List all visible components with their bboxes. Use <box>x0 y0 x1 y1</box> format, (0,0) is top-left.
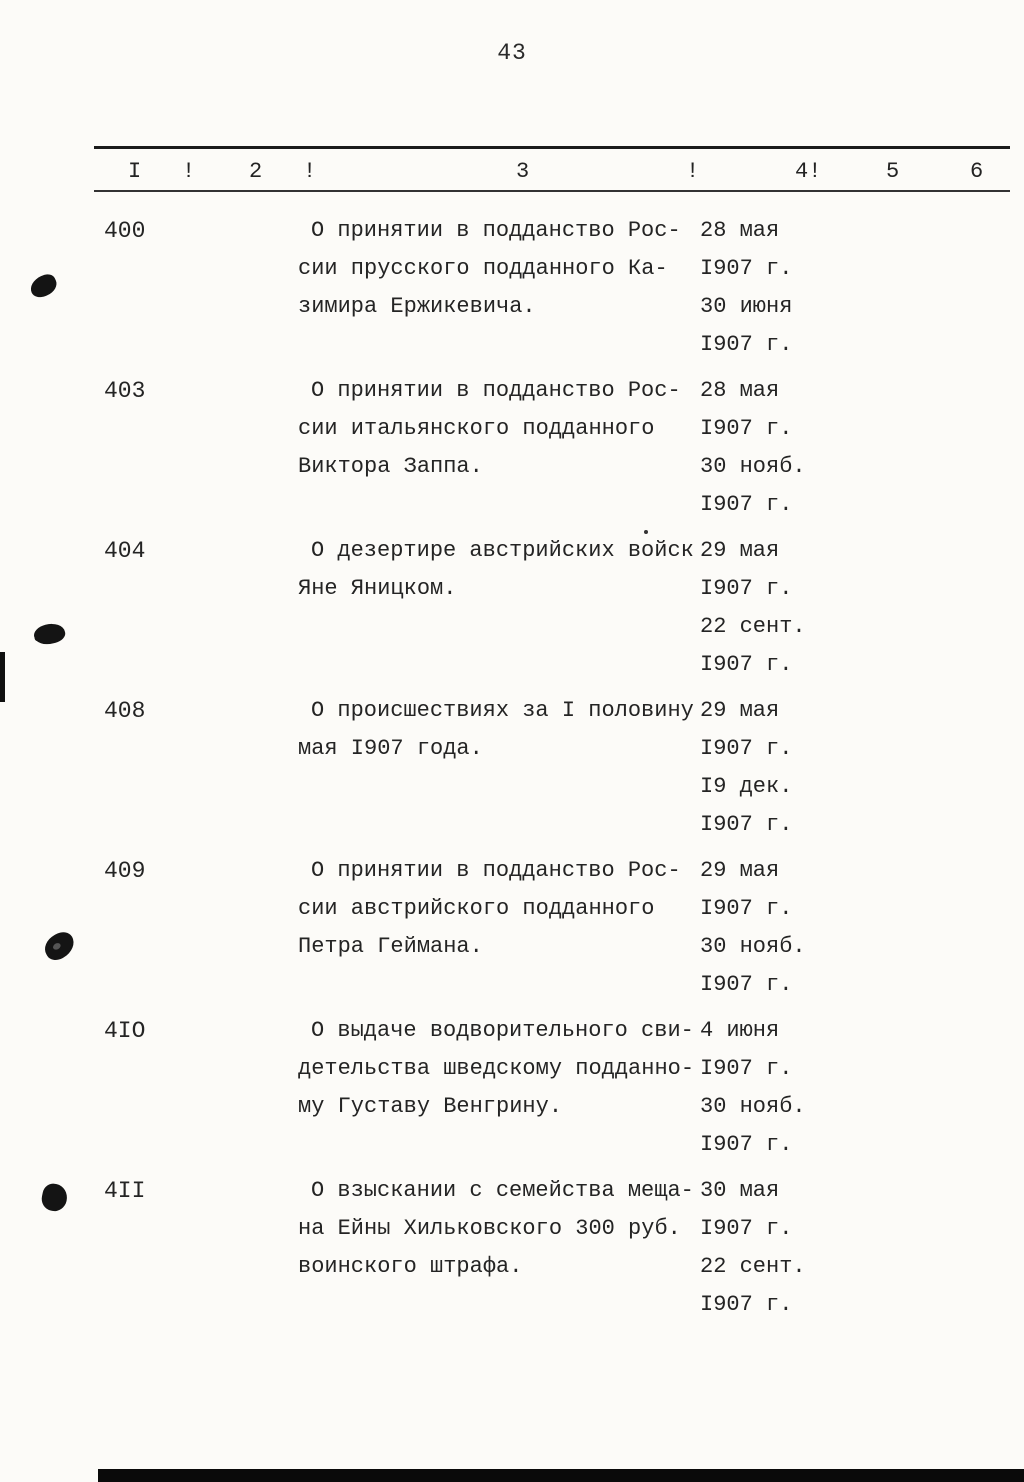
date-line: I907 г. <box>700 576 793 601</box>
column-separator: ! <box>303 159 317 184</box>
date-line: I907 г. <box>700 1292 793 1317</box>
date-line: 30 нояб. <box>700 1094 806 1119</box>
case-description <box>298 532 710 646</box>
description-line: сии австрийского подданного <box>298 896 655 921</box>
date-line: I907 г. <box>700 896 793 921</box>
case-number: 4II <box>104 1178 146 1204</box>
description-line: Петра Геймана. <box>298 934 483 959</box>
date-line: I907 г. <box>700 492 793 517</box>
description-line: О происшествиях за I половину <box>311 698 694 723</box>
column-header-3: 3 <box>516 159 530 184</box>
case-dates <box>700 532 850 684</box>
date-line: I907 г. <box>700 332 793 357</box>
register-row <box>0 1172 1024 1332</box>
description-line: воинского штрафа. <box>298 1254 523 1279</box>
date-line: I9 дек. <box>700 774 793 799</box>
scan-speck <box>644 530 648 534</box>
register-row <box>0 1012 1024 1172</box>
scan-bottom-artifact <box>98 1469 1024 1482</box>
case-dates <box>700 1172 850 1324</box>
case-number: 400 <box>104 218 146 244</box>
description-line: О принятии в подданство Рос- <box>311 858 681 883</box>
case-number: 403 <box>104 378 146 404</box>
date-line: 28 мая <box>700 378 780 403</box>
date-line: 22 сент. <box>700 1254 806 1279</box>
date-line: 28 мая <box>700 218 780 243</box>
case-description <box>298 692 710 806</box>
scan-edge-artifact <box>0 652 5 702</box>
date-line: 22 сент. <box>700 614 806 639</box>
date-line: 30 мая <box>700 1178 780 1203</box>
description-line: О выдаче водворительного сви- <box>311 1018 694 1043</box>
description-line <box>298 608 710 646</box>
case-number: 4IO <box>104 1018 146 1044</box>
table-top-rule <box>94 146 1010 149</box>
column-header-2: 2 <box>249 159 263 184</box>
date-line: 29 мая <box>700 538 780 563</box>
register-row <box>0 532 1024 692</box>
description-line: сии прусского подданного Ка- <box>298 256 668 281</box>
date-line: 30 нояб. <box>700 454 806 479</box>
page-number: 43 <box>497 40 527 66</box>
case-description <box>298 1012 710 1126</box>
column-header-4: 4! <box>795 159 822 184</box>
description-line: на Ейны Хильковского 300 руб. <box>298 1216 681 1241</box>
case-dates <box>700 212 850 364</box>
register-row <box>0 372 1024 532</box>
description-line: О взыскании с семейства меща- <box>311 1178 694 1203</box>
description-line: зимира Ержикевича. <box>298 294 536 319</box>
case-description <box>298 372 710 486</box>
case-description <box>298 852 710 966</box>
case-dates <box>700 692 850 844</box>
column-separator: ! <box>686 159 700 184</box>
table-header-row <box>0 156 1024 188</box>
case-number: 409 <box>104 858 146 884</box>
table-header-rule <box>94 190 1010 192</box>
register-entries <box>0 212 1024 1332</box>
date-line: 30 июня <box>700 294 793 319</box>
description-line: Виктора Заппа. <box>298 454 483 479</box>
date-line: 29 мая <box>700 698 780 723</box>
register-row <box>0 212 1024 372</box>
description-line: О принятии в подданство Рос- <box>311 218 681 243</box>
description-line: О принятии в подданство Рос- <box>311 378 681 403</box>
column-header-6: 6 <box>970 159 984 184</box>
date-line: I907 г. <box>700 812 793 837</box>
description-line: Яне Яницком. <box>298 576 457 601</box>
description-line: детельства шведскому подданно- <box>298 1056 695 1081</box>
description-line: му Густаву Венгрину. <box>298 1094 563 1119</box>
date-line: I907 г. <box>700 1132 793 1157</box>
description-line: мая I907 года. <box>298 736 483 761</box>
date-line: I907 г. <box>700 652 793 677</box>
case-dates <box>700 372 850 524</box>
column-header-5: 5 <box>886 159 900 184</box>
column-separator: ! <box>182 159 196 184</box>
date-line: I907 г. <box>700 972 793 997</box>
case-number: 408 <box>104 698 146 724</box>
column-header-1: I <box>128 159 142 184</box>
date-line: I907 г. <box>700 1056 793 1081</box>
date-line: 30 нояб. <box>700 934 806 959</box>
case-dates <box>700 1012 850 1164</box>
description-line: сии итальянского подданного <box>298 416 655 441</box>
description-line <box>298 768 710 806</box>
case-description <box>298 1172 710 1286</box>
case-dates <box>700 852 850 1004</box>
date-line: I907 г. <box>700 736 793 761</box>
register-row <box>0 692 1024 852</box>
date-line: I907 г. <box>700 1216 793 1241</box>
date-line: I907 г. <box>700 256 793 281</box>
register-row <box>0 852 1024 1012</box>
date-line: 29 мая <box>700 858 780 883</box>
date-line: I907 г. <box>700 416 793 441</box>
case-description <box>298 212 710 326</box>
case-number: 404 <box>104 538 146 564</box>
date-line: 4 июня <box>700 1018 780 1043</box>
description-line: О дезертире австрийских войск <box>311 538 694 563</box>
